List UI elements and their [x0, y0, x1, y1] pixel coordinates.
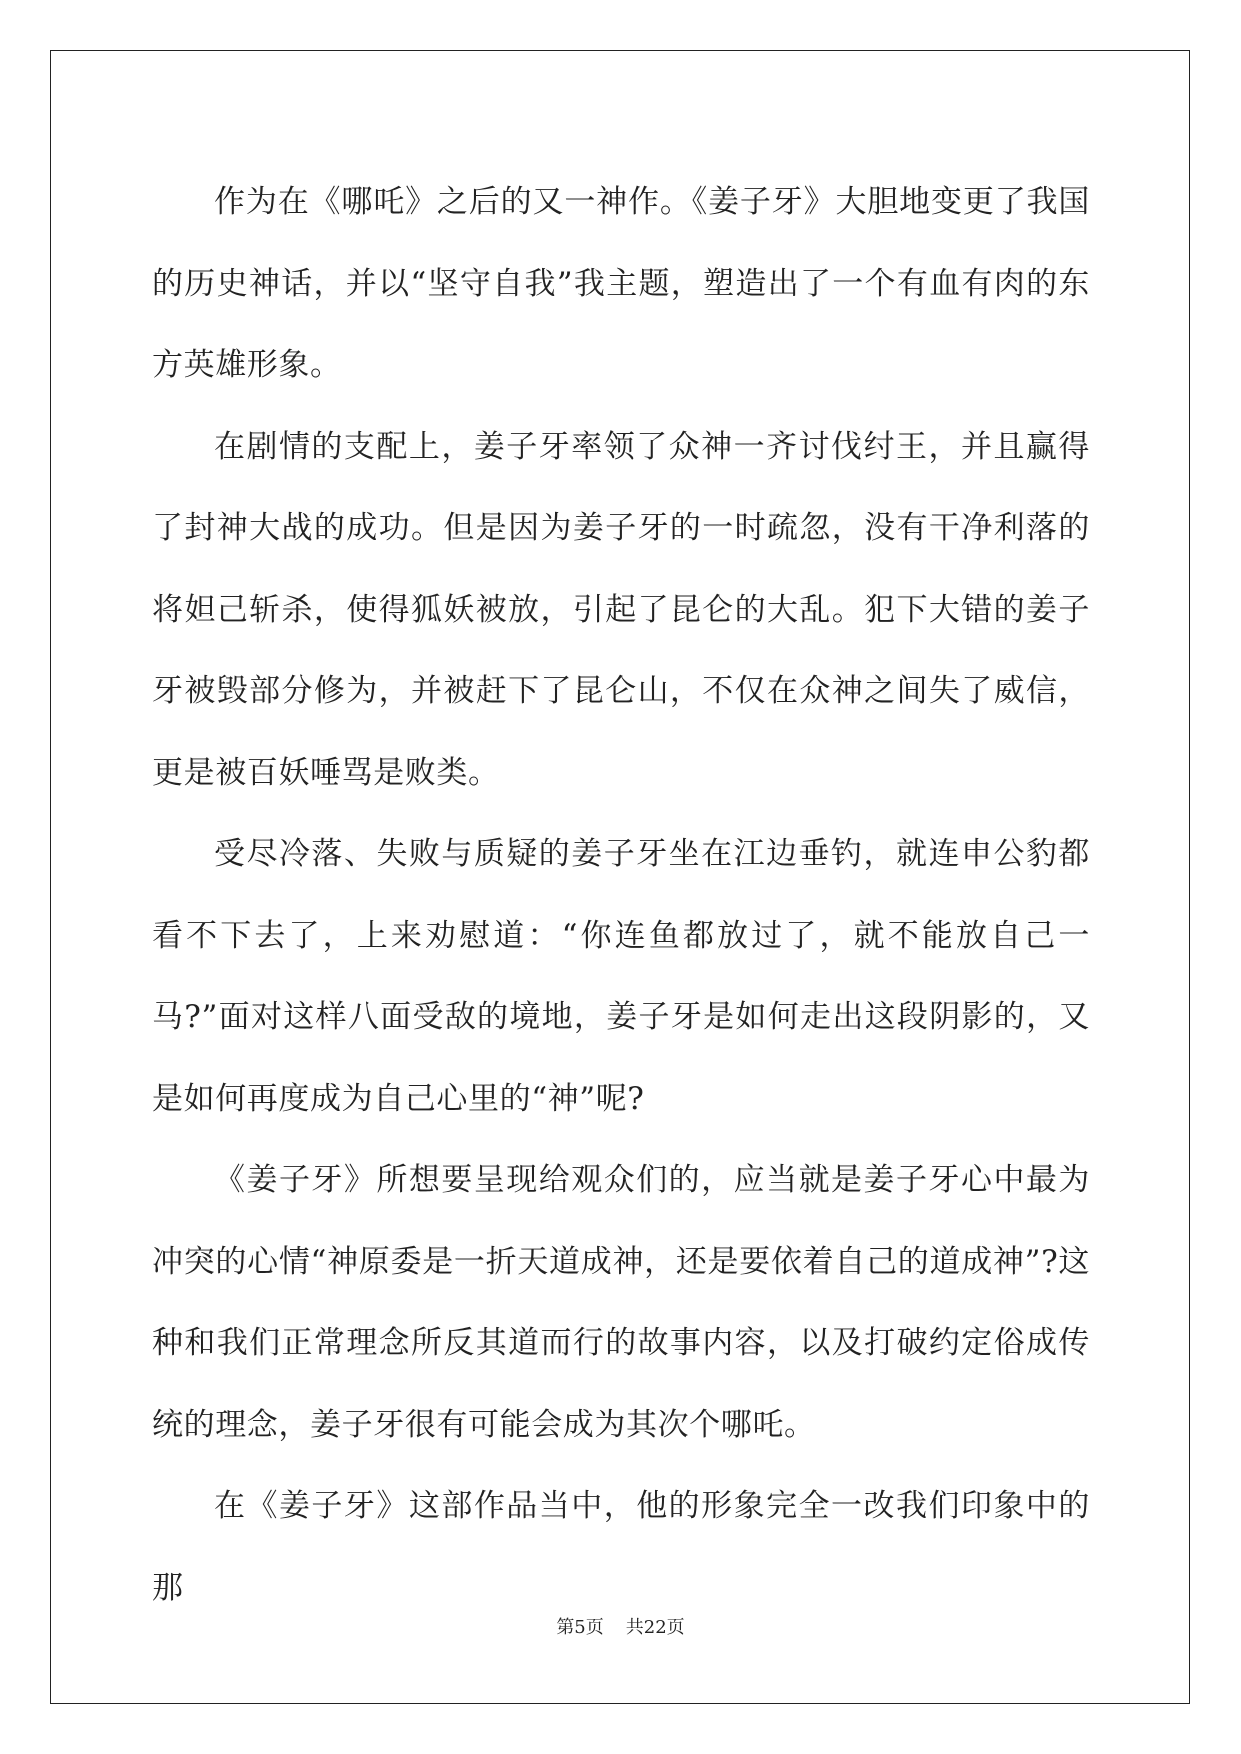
page-number: 第5页 [556, 1617, 604, 1638]
paragraph: 《姜子牙》所想要呈现给观众们的，应当就是姜子牙心中最为冲突的心情“神原委是一折天道成神，还是要依着自己的道成神”?这种和我们正常理念所反其道而行的故事内容，以及打破约定俗成传统的理念，姜子牙很有可能会成为其次个哪吒。 [152, 1162, 1090, 1443]
document-body [152, 162, 1090, 1629]
page-footer [0, 1613, 1241, 1639]
paragraph: 在《姜子牙》这部作品当中，他的形象完全一改我们印象中的那 [152, 1488, 1090, 1606]
paragraph: 受尽冷落、失败与质疑的姜子牙坐在江边垂钓，就连申公豹都看不下去了，上来劝慰道：“你连鱼都放过了，就不能放自己一马?”面对这样八面受敌的境地，姜子牙是如何走出这段阴影的，又是如何再度成为自己心里的“神”呢? [152, 836, 1090, 1117]
total-pages: 共22页 [625, 1617, 685, 1638]
paragraph: 在剧情的支配上，姜子牙率领了众神一齐讨伐纣王，并且赢得了封神大战的成功。但是因为姜子牙的一时疏忽，没有干净利落的将妲己斩杀，使得狐妖被放，引起了昆仑的大乱。犯下大错的姜子牙被毁部分修为，并被赶下了昆仑山，不仅在众神之间失了威信，更是被百妖唾骂是败类。 [152, 428, 1090, 791]
paragraph: 作为在《哪吒》之后的又一神作。《姜子牙》大胆地变更了我国的历史神话，并以“坚守自我”我主题，塑造出了一个有血有肉的东方英雄形象。 [152, 184, 1090, 383]
